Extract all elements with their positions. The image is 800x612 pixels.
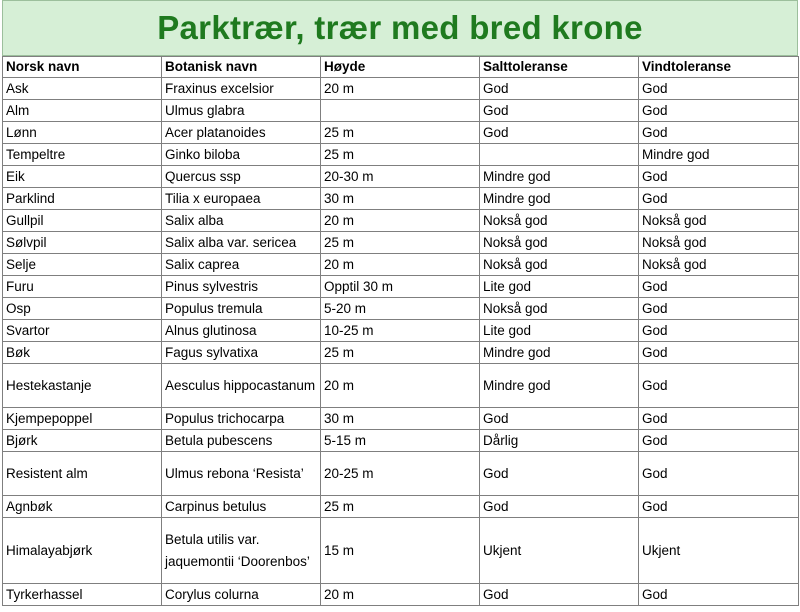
cell-norsk-navn[interactable]: Eik xyxy=(3,166,162,188)
table-row xyxy=(3,298,799,320)
cell-norsk-navn[interactable]: Alm xyxy=(3,100,162,122)
cell-botanisk-navn[interactable]: Populus trichocarpa xyxy=(162,408,321,430)
table-row xyxy=(3,518,799,584)
cell-hoyde[interactable]: 25 m xyxy=(321,496,480,518)
cell-norsk-navn[interactable]: Svartor xyxy=(3,320,162,342)
cell-botanisk-navn[interactable]: Populus tremula xyxy=(162,298,321,320)
cell-vindtoleranse[interactable]: God xyxy=(639,452,799,496)
cell-hoyde[interactable]: 20 m xyxy=(321,364,480,408)
cell-norsk-navn[interactable]: Sølvpil xyxy=(3,232,162,254)
tree-table xyxy=(2,56,799,606)
table-row xyxy=(3,78,799,100)
cell-hoyde[interactable]: 20-25 m xyxy=(321,452,480,496)
header-vindtoleranse[interactable]: Vindtoleranse xyxy=(639,57,799,78)
cell-salttoleranse[interactable]: Mindre god xyxy=(480,188,639,210)
header-row xyxy=(3,57,799,78)
cell-norsk-navn[interactable]: Furu xyxy=(3,276,162,298)
cell-salttoleranse[interactable]: Nokså god xyxy=(480,232,639,254)
table-row xyxy=(3,254,799,276)
cell-hoyde[interactable]: 20-30 m xyxy=(321,166,480,188)
header-salttoleranse[interactable]: Salttoleranse xyxy=(480,57,639,78)
header-hoyde[interactable]: Høyde xyxy=(321,57,480,78)
cell-hoyde[interactable]: 15 m xyxy=(321,518,480,584)
cell-norsk-navn[interactable]: Tyrkerhassel xyxy=(3,584,162,606)
cell-botanisk-navn[interactable]: Salix caprea xyxy=(162,254,321,276)
cell-salttoleranse[interactable]: God xyxy=(480,78,639,100)
cell-botanisk-navn[interactable]: Ulmus rebona ‘Resista’ xyxy=(162,452,321,496)
cell-hoyde[interactable]: 20 m xyxy=(321,584,480,606)
cell-salttoleranse[interactable]: Nokså god xyxy=(480,254,639,276)
cell-norsk-navn[interactable]: Himalayabjørk xyxy=(3,518,162,584)
cell-botanisk-navn[interactable]: Acer platanoides xyxy=(162,122,321,144)
cell-botanisk-navn[interactable]: Salix alba xyxy=(162,210,321,232)
cell-hoyde[interactable]: 25 m xyxy=(321,232,480,254)
cell-vindtoleranse[interactable]: God xyxy=(639,78,799,100)
cell-botanisk-navn[interactable]: Ginko biloba xyxy=(162,144,321,166)
cell-vindtoleranse[interactable]: God xyxy=(639,100,799,122)
cell-salttoleranse[interactable]: Nokså god xyxy=(480,298,639,320)
table-row xyxy=(3,166,799,188)
cell-hoyde[interactable]: 30 m xyxy=(321,188,480,210)
cell-norsk-navn[interactable]: Osp xyxy=(3,298,162,320)
cell-botanisk-navn[interactable]: Fraxinus excelsior xyxy=(162,78,321,100)
cell-vindtoleranse[interactable]: Nokså god xyxy=(639,232,799,254)
cell-vindtoleranse[interactable]: God xyxy=(639,364,799,408)
cell-vindtoleranse[interactable]: Nokså god xyxy=(639,210,799,232)
cell-hoyde[interactable]: 20 m xyxy=(321,210,480,232)
table-row xyxy=(3,320,799,342)
table-row xyxy=(3,100,799,122)
cell-botanisk-navn[interactable]: Fagus sylvatixa xyxy=(162,342,321,364)
cell-norsk-navn[interactable]: Gullpil xyxy=(3,210,162,232)
table-row xyxy=(3,342,799,364)
sheet-title: Parktrær, trær med bred krone xyxy=(2,0,798,56)
cell-vindtoleranse[interactable]: Mindre god xyxy=(639,144,799,166)
table-row xyxy=(3,210,799,232)
cell-salttoleranse[interactable]: God xyxy=(480,122,639,144)
spreadsheet xyxy=(2,0,798,606)
cell-salttoleranse[interactable]: Mindre god xyxy=(480,342,639,364)
cell-botanisk-navn[interactable]: Corylus colurna xyxy=(162,584,321,606)
cell-salttoleranse[interactable]: God xyxy=(480,452,639,496)
cell-salttoleranse[interactable]: Lite god xyxy=(480,320,639,342)
cell-salttoleranse[interactable]: God xyxy=(480,584,639,606)
cell-norsk-navn[interactable]: Tempeltre xyxy=(3,144,162,166)
table-row xyxy=(3,232,799,254)
cell-vindtoleranse[interactable]: God xyxy=(639,408,799,430)
cell-salttoleranse[interactable]: God xyxy=(480,100,639,122)
cell-vindtoleranse[interactable]: Ukjent xyxy=(639,518,799,584)
cell-hoyde[interactable]: 5-15 m xyxy=(321,430,480,452)
cell-vindtoleranse[interactable]: God xyxy=(639,584,799,606)
cell-botanisk-navn[interactable]: Aesculus hippocastanum xyxy=(162,364,321,408)
cell-hoyde[interactable]: 5-20 m xyxy=(321,298,480,320)
header-botanisk-navn[interactable]: Botanisk navn xyxy=(162,57,321,78)
cell-botanisk-navn[interactable]: Betula pubescens xyxy=(162,430,321,452)
cell-vindtoleranse[interactable]: God xyxy=(639,166,799,188)
cell-vindtoleranse[interactable]: God xyxy=(639,496,799,518)
cell-salttoleranse[interactable]: God xyxy=(480,408,639,430)
cell-norsk-navn[interactable]: Selje xyxy=(3,254,162,276)
cell-norsk-navn[interactable]: Hestekastanje xyxy=(3,364,162,408)
cell-salttoleranse[interactable] xyxy=(480,144,639,166)
cell-norsk-navn[interactable]: Bjørk xyxy=(3,430,162,452)
table-row xyxy=(3,584,799,606)
cell-norsk-navn[interactable]: Lønn xyxy=(3,122,162,144)
cell-salttoleranse[interactable]: Lite god xyxy=(480,276,639,298)
table-row xyxy=(3,496,799,518)
cell-hoyde[interactable]: 10-25 m xyxy=(321,320,480,342)
cell-hoyde[interactable] xyxy=(321,100,480,122)
cell-hoyde[interactable]: 25 m xyxy=(321,122,480,144)
table-row xyxy=(3,122,799,144)
table-row xyxy=(3,276,799,298)
cell-hoyde[interactable]: 20 m xyxy=(321,254,480,276)
cell-botanisk-navn[interactable]: Pinus sylvestris xyxy=(162,276,321,298)
cell-vindtoleranse[interactable]: God xyxy=(639,430,799,452)
cell-botanisk-navn[interactable]: Alnus glutinosa xyxy=(162,320,321,342)
table-row xyxy=(3,364,799,408)
cell-salttoleranse[interactable]: Dårlig xyxy=(480,430,639,452)
table-row xyxy=(3,188,799,210)
cell-botanisk-navn[interactable]: Betula utilis var. jaquemontii ‘Doorenbos’ xyxy=(162,518,321,584)
table-row xyxy=(3,430,799,452)
cell-botanisk-navn[interactable]: Salix alba var. sericea xyxy=(162,232,321,254)
cell-botanisk-navn[interactable]: Carpinus betulus xyxy=(162,496,321,518)
cell-vindtoleranse[interactable]: God xyxy=(639,298,799,320)
cell-norsk-navn[interactable]: Resistent alm xyxy=(3,452,162,496)
cell-salttoleranse[interactable]: Ukjent xyxy=(480,518,639,584)
cell-vindtoleranse[interactable]: God xyxy=(639,122,799,144)
table-row xyxy=(3,452,799,496)
cell-vindtoleranse[interactable]: God xyxy=(639,276,799,298)
table-row xyxy=(3,408,799,430)
cell-norsk-navn[interactable]: Parklind xyxy=(3,188,162,210)
cell-hoyde[interactable]: Opptil 30 m xyxy=(321,276,480,298)
cell-salttoleranse[interactable]: God xyxy=(480,496,639,518)
cell-salttoleranse[interactable]: Mindre god xyxy=(480,364,639,408)
cell-hoyde[interactable]: 20 m xyxy=(321,78,480,100)
cell-salttoleranse[interactable]: Mindre god xyxy=(480,166,639,188)
cell-norsk-navn[interactable]: Kjempepoppel xyxy=(3,408,162,430)
cell-hoyde[interactable]: 25 m xyxy=(321,144,480,166)
cell-hoyde[interactable]: 30 m xyxy=(321,408,480,430)
table-row xyxy=(3,144,799,166)
cell-norsk-navn[interactable]: Bøk xyxy=(3,342,162,364)
cell-vindtoleranse[interactable]: God xyxy=(639,342,799,364)
cell-botanisk-navn[interactable]: Tilia x europaea xyxy=(162,188,321,210)
header-norsk-navn[interactable]: Norsk navn xyxy=(3,57,162,78)
cell-hoyde[interactable]: 25 m xyxy=(321,342,480,364)
cell-vindtoleranse[interactable]: God xyxy=(639,320,799,342)
cell-vindtoleranse[interactable]: God xyxy=(639,188,799,210)
cell-norsk-navn[interactable]: Ask xyxy=(3,78,162,100)
cell-norsk-navn[interactable]: Agnbøk xyxy=(3,496,162,518)
cell-botanisk-navn[interactable]: Ulmus glabra xyxy=(162,100,321,122)
cell-vindtoleranse[interactable]: Nokså god xyxy=(639,254,799,276)
cell-salttoleranse[interactable]: Nokså god xyxy=(480,210,639,232)
cell-botanisk-navn[interactable]: Quercus ssp xyxy=(162,166,321,188)
